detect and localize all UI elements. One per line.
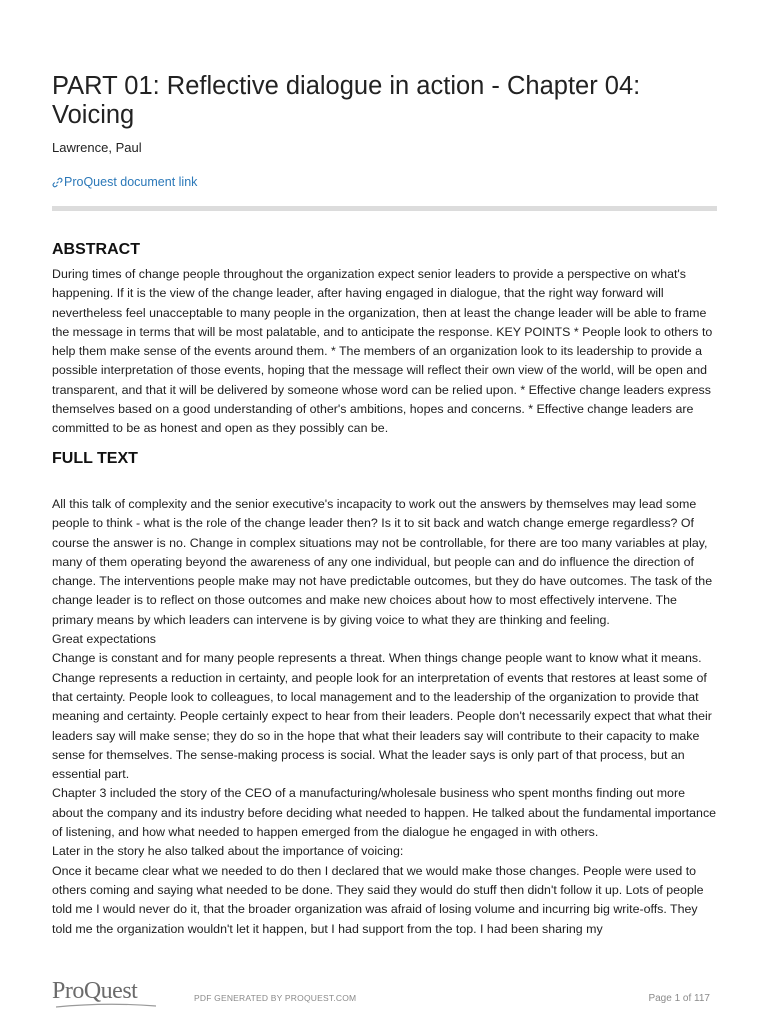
logo-swoosh-icon bbox=[56, 1003, 156, 1009]
header-divider bbox=[52, 206, 717, 211]
subheading-great-expectations: Great expectations bbox=[52, 632, 157, 647]
abstract-heading: ABSTRACT bbox=[52, 241, 140, 258]
footer-page-number: Page 1 of 117 bbox=[648, 993, 710, 1004]
footer-generated-by: PDF GENERATED BY PROQUEST.COM bbox=[194, 993, 357, 1003]
body-paragraph: Change is constant and for many people represents a threat. When things change people want to know what it means. Change represents a reduction in certainty, and people look for an interpretation of events that restores at least some of that certainty. People look to colleagues, to local management and to the leadership of the organization to provide that meaning and certainty. People certainly expect to hear from their leaders. People don't necessarily expect that what their leaders say will make sense; they do so in the hope that what their leaders say will contribute to their capacity to make sense for themselves. The sense-making process is social. What the leader says is only part of that process, but an essential part. bbox=[52, 651, 712, 782]
body-paragraph: Once it became clear what we needed to do then I declared that we would make those changes. People were used to others coming and saying what needed to be done. They said they would do stuff then didn't follow it up. Lots of people told me I would never do it, that the broader organization was afraid of losing volume and incurring big write-offs. They told me the organization wouldn't let it happen, but I had support from the top. I had been sharing my bbox=[52, 863, 704, 936]
document-author: Lawrence, Paul bbox=[52, 140, 142, 155]
document-title: PART 01: Reflective dialogue in action - Chapter 04: Voicing bbox=[52, 72, 641, 129]
proquest-document-link[interactable] bbox=[52, 175, 197, 189]
full-text-heading: FULL TEXT bbox=[52, 450, 138, 467]
body-paragraph: Later in the story he also talked about the importance of voicing: bbox=[52, 844, 404, 859]
document-link-label: ProQuest document link bbox=[64, 175, 198, 189]
body-paragraph: Chapter 3 included the story of the CEO of a manufacturing/wholesale business who spent months finding out more about the company and its industry before deciding what needed to happen. He talked about the fundamental importance of listening, and how what needed to happen emerged from the dialogue he engaged in with others. bbox=[52, 786, 717, 840]
abstract-text: During times of change people throughout the organization expect senior leaders to provide a perspective on what's happening. If it is the view of the change leader, after having engaged in dialogue, that the right way forward will nevertheless feel unacceptable to many people in the organization, then at least the change leader will be able to frame the message in terms that will be most palatable, and to anticipate the response. KEY POINTS * People look to others to help them make sense of the events around them. * The members of an organization look to its leadership to provide a possible interpretation of those events, hoping that the message will reflect their own view of the world, will be open and transparent, and that it will be delivered by someone whose word can be relied upon. * Effective change leaders express themselves based on a good understanding of other's ambitions, hopes and concerns. * Effective change leaders are committed to be as honest and open as they possibly can be. bbox=[52, 267, 713, 436]
proquest-logo bbox=[52, 978, 137, 1005]
proquest-logo-text: ProQuest bbox=[52, 978, 138, 1004]
full-text-body bbox=[52, 495, 717, 939]
link-icon bbox=[52, 177, 63, 188]
body-paragraph: All this talk of complexity and the senior executive's incapacity to work out the answers by themselves may lead some people to think - what is the role of the change leader then? Is it to sit back and watch change emerge regardless? Of course the answer is no. Change in complex situations may not be controllable, for there are too many variables at play, many of them operating beyond the awareness of any one individual, but people can and do influence the direction of change. The interventions people make may not have predictable outcomes, but they do have outcomes. The task of the change leader is to reflect on those outcomes and make new choices about how to most effectively intervene. The primary means by which leaders can intervene is by giving voice to what they are thinking and feeling. bbox=[52, 497, 713, 627]
